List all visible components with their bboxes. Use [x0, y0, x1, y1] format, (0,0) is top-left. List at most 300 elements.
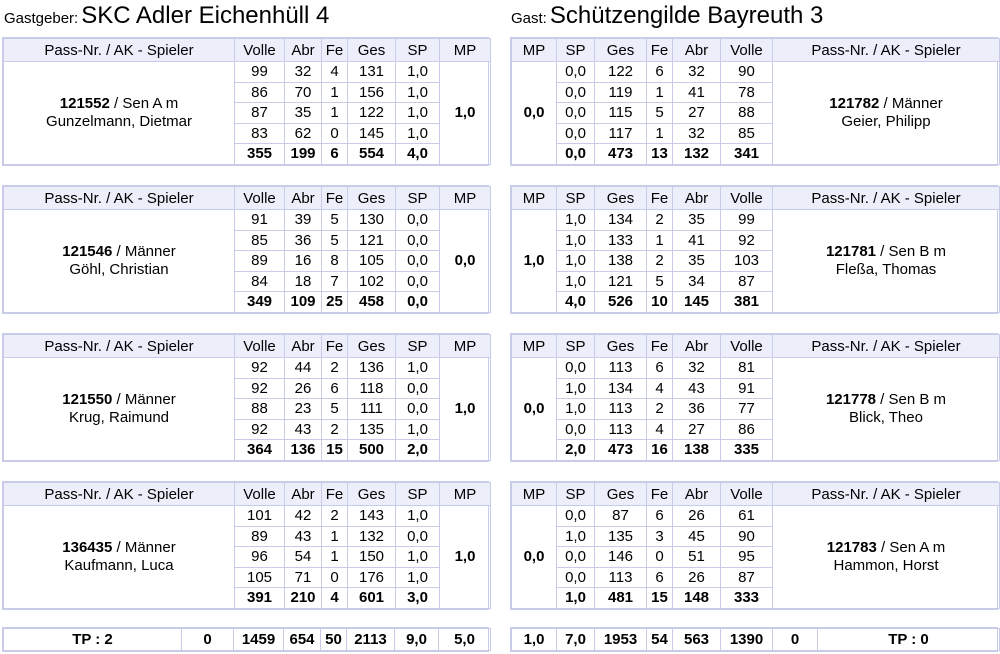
footer-total-value: 1390: [721, 629, 773, 651]
total-value: 0,0: [557, 144, 595, 165]
player-name: Gunzelmann, Dietmar: [46, 112, 192, 130]
throw-value: 115: [595, 103, 647, 124]
column-header: MP: [440, 483, 491, 506]
throw-value: 156: [348, 82, 396, 103]
column-header: Fe: [647, 187, 673, 210]
column-header: SP: [557, 187, 595, 210]
column-header: SP: [557, 39, 595, 62]
throw-value: 113: [595, 567, 647, 588]
footer-total-value: TP : 2: [4, 629, 182, 651]
throw-value: 119: [595, 82, 647, 103]
player-name: Geier, Philipp: [841, 112, 931, 130]
throw-value: 35: [673, 251, 721, 272]
throw-value: 6: [647, 506, 673, 527]
throw-value: 90: [721, 526, 773, 547]
throw-value: 0,0: [396, 251, 440, 272]
total-value: 349: [235, 292, 285, 313]
column-header: Pass-Nr. / AK - Spieler: [4, 483, 235, 506]
player-info: [4, 210, 235, 313]
footer-total-value: 7,0: [557, 629, 595, 651]
match-points: 0,0: [440, 210, 491, 313]
throw-value: 5: [322, 230, 348, 251]
throw-value: 6: [647, 358, 673, 379]
throw-value: 62: [285, 123, 322, 144]
footer-total-value: 50: [321, 629, 347, 651]
throw-value: 150: [348, 547, 396, 568]
throw-value: 51: [673, 547, 721, 568]
throw-value: 134: [595, 210, 647, 231]
throw-value: 81: [721, 358, 773, 379]
column-header: MP: [512, 39, 557, 62]
total-value: 15: [322, 440, 348, 461]
match-points: 0,0: [512, 358, 557, 461]
player-name: Göhl, Christian: [69, 260, 169, 278]
throw-value: 6: [647, 62, 673, 83]
footer-total-value: 654: [284, 629, 321, 651]
column-header: MP: [440, 335, 491, 358]
guest-team-label: Gast:: [511, 10, 547, 27]
throw-value: 99: [235, 62, 285, 83]
guest-player-block: [510, 37, 998, 166]
player-pass-number: 136435: [62, 538, 113, 556]
throw-value: 113: [595, 358, 647, 379]
throw-value: 1,0: [396, 567, 440, 588]
column-header: Pass-Nr. / AK - Spieler: [773, 187, 1000, 210]
total-value: 0,0: [396, 292, 440, 313]
throw-value: 42: [285, 506, 322, 527]
match-points: 1,0: [440, 62, 491, 165]
throw-value: 131: [348, 62, 396, 83]
throw-value: 91: [721, 378, 773, 399]
throw-value: 35: [673, 210, 721, 231]
column-header: Abr: [285, 483, 322, 506]
column-header: Fe: [647, 483, 673, 506]
total-value: 4,0: [557, 292, 595, 313]
throw-value: 35: [285, 103, 322, 124]
throw-value: 26: [673, 567, 721, 588]
match-points: 1,0: [512, 210, 557, 313]
column-header: Ges: [348, 335, 396, 358]
home-team-name: SKC Adler Eichenhüll 4: [81, 2, 330, 29]
home-footer-totals: [2, 627, 489, 652]
throw-value: 0,0: [557, 567, 595, 588]
player-name: Hammon, Horst: [833, 556, 939, 574]
throw-value: 45: [673, 526, 721, 547]
guest-player-block: [510, 333, 998, 462]
column-header: SP: [557, 483, 595, 506]
throw-value: 118: [348, 378, 396, 399]
column-header: Pass-Nr. / AK - Spieler: [773, 39, 1000, 62]
total-value: 15: [647, 588, 673, 609]
throw-value: 0,0: [396, 210, 440, 231]
column-header: Fe: [322, 187, 348, 210]
total-value: 16: [647, 440, 673, 461]
total-value: 132: [673, 144, 721, 165]
home-player-block: [2, 333, 489, 462]
throw-value: 1,0: [396, 506, 440, 527]
throw-value: 87: [721, 271, 773, 292]
column-header: Abr: [673, 483, 721, 506]
column-header: Volle: [235, 483, 285, 506]
throw-value: 85: [721, 123, 773, 144]
total-value: 4: [322, 588, 348, 609]
column-header: Abr: [673, 39, 721, 62]
player-age-class: / Männer: [112, 242, 176, 260]
total-value: 148: [673, 588, 721, 609]
throw-value: 5: [647, 103, 673, 124]
throw-value: 1,0: [557, 271, 595, 292]
throw-value: 0,0: [557, 62, 595, 83]
player-age-class: / Männer: [879, 94, 943, 112]
player-info: [4, 506, 235, 609]
throw-value: 2: [322, 358, 348, 379]
footer-total-value: 54: [647, 629, 673, 651]
throw-value: 90: [721, 62, 773, 83]
footer-total-value: 2113: [347, 629, 395, 651]
total-value: 138: [673, 440, 721, 461]
throw-value: 1,0: [557, 251, 595, 272]
column-header: Pass-Nr. / AK - Spieler: [773, 483, 1000, 506]
throw-value: 1: [647, 230, 673, 251]
player-age-class: / Sen B m: [876, 390, 947, 408]
throw-value: 36: [673, 399, 721, 420]
column-header: Ges: [595, 335, 647, 358]
throw-value: 83: [235, 123, 285, 144]
column-header: Abr: [285, 187, 322, 210]
throw-value: 135: [348, 419, 396, 440]
throw-value: 27: [673, 419, 721, 440]
throw-value: 92: [721, 230, 773, 251]
throw-value: 1,0: [396, 62, 440, 83]
throw-value: 0,0: [557, 506, 595, 527]
throw-value: 3: [647, 526, 673, 547]
home-team-header: [4, 2, 329, 36]
column-header: Fe: [322, 335, 348, 358]
player-pass-number: 121546: [62, 242, 113, 260]
throw-value: 91: [235, 210, 285, 231]
footer-total-value: 1953: [595, 629, 647, 651]
throw-value: 85: [235, 230, 285, 251]
throw-value: 32: [673, 358, 721, 379]
total-value: 145: [673, 292, 721, 313]
column-header: Abr: [285, 39, 322, 62]
throw-value: 102: [348, 271, 396, 292]
throw-value: 146: [595, 547, 647, 568]
throw-value: 134: [595, 378, 647, 399]
throw-value: 44: [285, 358, 322, 379]
footer-total-value: 1459: [234, 629, 284, 651]
throw-value: 87: [721, 567, 773, 588]
column-header: MP: [440, 39, 491, 62]
column-header: Pass-Nr. / AK - Spieler: [773, 335, 1000, 358]
footer-total-value: 1,0: [512, 629, 557, 651]
throw-value: 0,0: [396, 230, 440, 251]
match-points: 1,0: [440, 358, 491, 461]
column-header: Abr: [285, 335, 322, 358]
player-name: Krug, Raimund: [68, 408, 170, 426]
throw-value: 6: [647, 567, 673, 588]
throw-value: 1,0: [557, 378, 595, 399]
column-header: Volle: [721, 187, 773, 210]
total-value: 355: [235, 144, 285, 165]
throw-value: 117: [595, 123, 647, 144]
total-value: 25: [322, 292, 348, 313]
throw-value: 26: [285, 378, 322, 399]
throw-value: 34: [673, 271, 721, 292]
column-header: Volle: [721, 483, 773, 506]
total-value: 341: [721, 144, 773, 165]
throw-value: 4: [322, 62, 348, 83]
throw-value: 5: [322, 210, 348, 231]
throw-value: 121: [595, 271, 647, 292]
player-age-class: / Männer: [112, 390, 176, 408]
throw-value: 0: [322, 567, 348, 588]
player-age-class: / Sen A m: [876, 538, 946, 556]
throw-value: 77: [721, 399, 773, 420]
throw-value: 4: [647, 419, 673, 440]
total-value: 10: [647, 292, 673, 313]
throw-value: 105: [235, 567, 285, 588]
throw-value: 86: [721, 419, 773, 440]
guest-team-name: Schützengilde Bayreuth 3: [549, 2, 824, 29]
player-info: [4, 62, 235, 165]
throw-value: 7: [322, 271, 348, 292]
throw-value: 39: [285, 210, 322, 231]
throw-value: 113: [595, 399, 647, 420]
footer-total-value: 0: [773, 629, 818, 651]
player-info: [773, 62, 1000, 165]
total-value: 109: [285, 292, 322, 313]
throw-value: 43: [285, 526, 322, 547]
throw-value: 32: [673, 62, 721, 83]
column-header: Volle: [235, 39, 285, 62]
throw-value: 1,0: [396, 547, 440, 568]
column-header: SP: [396, 39, 440, 62]
column-header: SP: [396, 335, 440, 358]
total-value: 458: [348, 292, 396, 313]
footer-total-value: 5,0: [439, 629, 491, 651]
throw-value: 1: [322, 82, 348, 103]
throw-value: 41: [673, 82, 721, 103]
throw-value: 1: [647, 82, 673, 103]
throw-value: 70: [285, 82, 322, 103]
column-header: Abr: [673, 187, 721, 210]
throw-value: 92: [235, 378, 285, 399]
player-pass-number: 121782: [829, 94, 880, 112]
throw-value: 43: [285, 419, 322, 440]
throw-value: 0,0: [396, 399, 440, 420]
total-value: 526: [595, 292, 647, 313]
footer-total-value: 563: [673, 629, 721, 651]
throw-value: 145: [348, 123, 396, 144]
guest-player-block: [510, 185, 998, 314]
total-value: 6: [322, 144, 348, 165]
column-header: Fe: [322, 39, 348, 62]
total-value: 500: [348, 440, 396, 461]
throw-value: 8: [322, 251, 348, 272]
total-value: 554: [348, 144, 396, 165]
total-value: 4,0: [396, 144, 440, 165]
footer-total-value: TP : 0: [818, 629, 1000, 651]
player-info: [773, 358, 1000, 461]
throw-value: 96: [235, 547, 285, 568]
total-value: 391: [235, 588, 285, 609]
throw-value: 71: [285, 567, 322, 588]
column-header: Ges: [348, 483, 396, 506]
total-value: 473: [595, 144, 647, 165]
throw-value: 18: [285, 271, 322, 292]
throw-value: 1,0: [396, 419, 440, 440]
throw-value: 41: [673, 230, 721, 251]
throw-value: 87: [595, 506, 647, 527]
total-value: 335: [721, 440, 773, 461]
throw-value: 32: [673, 123, 721, 144]
throw-value: 88: [235, 399, 285, 420]
throw-value: 88: [721, 103, 773, 124]
throw-value: 143: [348, 506, 396, 527]
throw-value: 113: [595, 419, 647, 440]
throw-value: 87: [235, 103, 285, 124]
player-name: Fleßa, Thomas: [835, 260, 937, 278]
column-header: Pass-Nr. / AK - Spieler: [4, 335, 235, 358]
throw-value: 54: [285, 547, 322, 568]
column-header: Ges: [348, 39, 396, 62]
total-value: 199: [285, 144, 322, 165]
column-header: Pass-Nr. / AK - Spieler: [4, 187, 235, 210]
throw-value: 2: [322, 506, 348, 527]
throw-value: 1: [322, 103, 348, 124]
throw-value: 0,0: [557, 103, 595, 124]
column-header: Volle: [721, 39, 773, 62]
throw-value: 5: [647, 271, 673, 292]
home-player-block: [2, 37, 489, 166]
column-header: Ges: [348, 187, 396, 210]
total-value: 210: [285, 588, 322, 609]
throw-value: 2: [647, 210, 673, 231]
home-player-block: [2, 185, 489, 314]
throw-value: 133: [595, 230, 647, 251]
throw-value: 1: [322, 547, 348, 568]
match-points: 1,0: [440, 506, 491, 609]
column-header: Volle: [235, 187, 285, 210]
throw-value: 111: [348, 399, 396, 420]
throw-value: 6: [322, 378, 348, 399]
throw-value: 84: [235, 271, 285, 292]
throw-value: 138: [595, 251, 647, 272]
throw-value: 1: [322, 526, 348, 547]
total-value: 601: [348, 588, 396, 609]
total-value: 13: [647, 144, 673, 165]
throw-value: 0,0: [396, 271, 440, 292]
column-header: Fe: [647, 335, 673, 358]
guest-footer-totals: [510, 627, 998, 652]
throw-value: 0,0: [396, 526, 440, 547]
throw-value: 1,0: [557, 526, 595, 547]
player-name: Kaufmann, Luca: [64, 556, 174, 574]
player-pass-number: 121552: [59, 94, 110, 112]
player-info: [4, 358, 235, 461]
throw-value: 27: [673, 103, 721, 124]
throw-value: 121: [348, 230, 396, 251]
column-header: Fe: [322, 483, 348, 506]
player-pass-number: 121783: [826, 538, 877, 556]
guest-player-block: [510, 481, 998, 610]
throw-value: 92: [235, 358, 285, 379]
player-pass-number: 121781: [825, 242, 877, 260]
column-header: MP: [440, 187, 491, 210]
throw-value: 0,0: [557, 419, 595, 440]
throw-value: 1,0: [396, 82, 440, 103]
throw-value: 130: [348, 210, 396, 231]
throw-value: 95: [721, 547, 773, 568]
home-player-block: [2, 481, 489, 610]
throw-value: 1,0: [396, 103, 440, 124]
throw-value: 122: [595, 62, 647, 83]
column-header: Volle: [235, 335, 285, 358]
throw-value: 23: [285, 399, 322, 420]
throw-value: 1,0: [396, 358, 440, 379]
player-pass-number: 121778: [825, 390, 877, 408]
throw-value: 0,0: [557, 82, 595, 103]
throw-value: 0,0: [557, 123, 595, 144]
column-header: Ges: [595, 483, 647, 506]
throw-value: 1,0: [396, 123, 440, 144]
throw-value: 135: [595, 526, 647, 547]
throw-value: 0,0: [557, 547, 595, 568]
match-points: 0,0: [512, 506, 557, 609]
throw-value: 103: [721, 251, 773, 272]
throw-value: 16: [285, 251, 322, 272]
column-header: MP: [512, 187, 557, 210]
throw-value: 105: [348, 251, 396, 272]
throw-value: 1,0: [557, 230, 595, 251]
throw-value: 1: [647, 123, 673, 144]
column-header: Ges: [595, 39, 647, 62]
throw-value: 0: [322, 123, 348, 144]
column-header: Volle: [721, 335, 773, 358]
total-value: 1,0: [557, 588, 595, 609]
throw-value: 89: [235, 251, 285, 272]
throw-value: 61: [721, 506, 773, 527]
throw-value: 136: [348, 358, 396, 379]
throw-value: 2: [647, 399, 673, 420]
throw-value: 1,0: [557, 399, 595, 420]
total-value: 481: [595, 588, 647, 609]
throw-value: 0: [647, 547, 673, 568]
total-value: 2,0: [557, 440, 595, 461]
column-header: MP: [512, 483, 557, 506]
player-name: Blick, Theo: [849, 408, 923, 426]
column-header: SP: [557, 335, 595, 358]
column-header: Abr: [673, 335, 721, 358]
home-team-label: Gastgeber:: [4, 10, 79, 27]
throw-value: 32: [285, 62, 322, 83]
throw-value: 4: [647, 378, 673, 399]
throw-value: 0,0: [557, 358, 595, 379]
player-info: [773, 506, 1000, 609]
player-age-class: / Sen B m: [876, 242, 947, 260]
throw-value: 36: [285, 230, 322, 251]
total-value: 3,0: [396, 588, 440, 609]
throw-value: 5: [322, 399, 348, 420]
throw-value: 78: [721, 82, 773, 103]
throw-value: 101: [235, 506, 285, 527]
throw-value: 122: [348, 103, 396, 124]
total-value: 473: [595, 440, 647, 461]
total-value: 381: [721, 292, 773, 313]
column-header: SP: [396, 483, 440, 506]
footer-total-value: 9,0: [395, 629, 439, 651]
